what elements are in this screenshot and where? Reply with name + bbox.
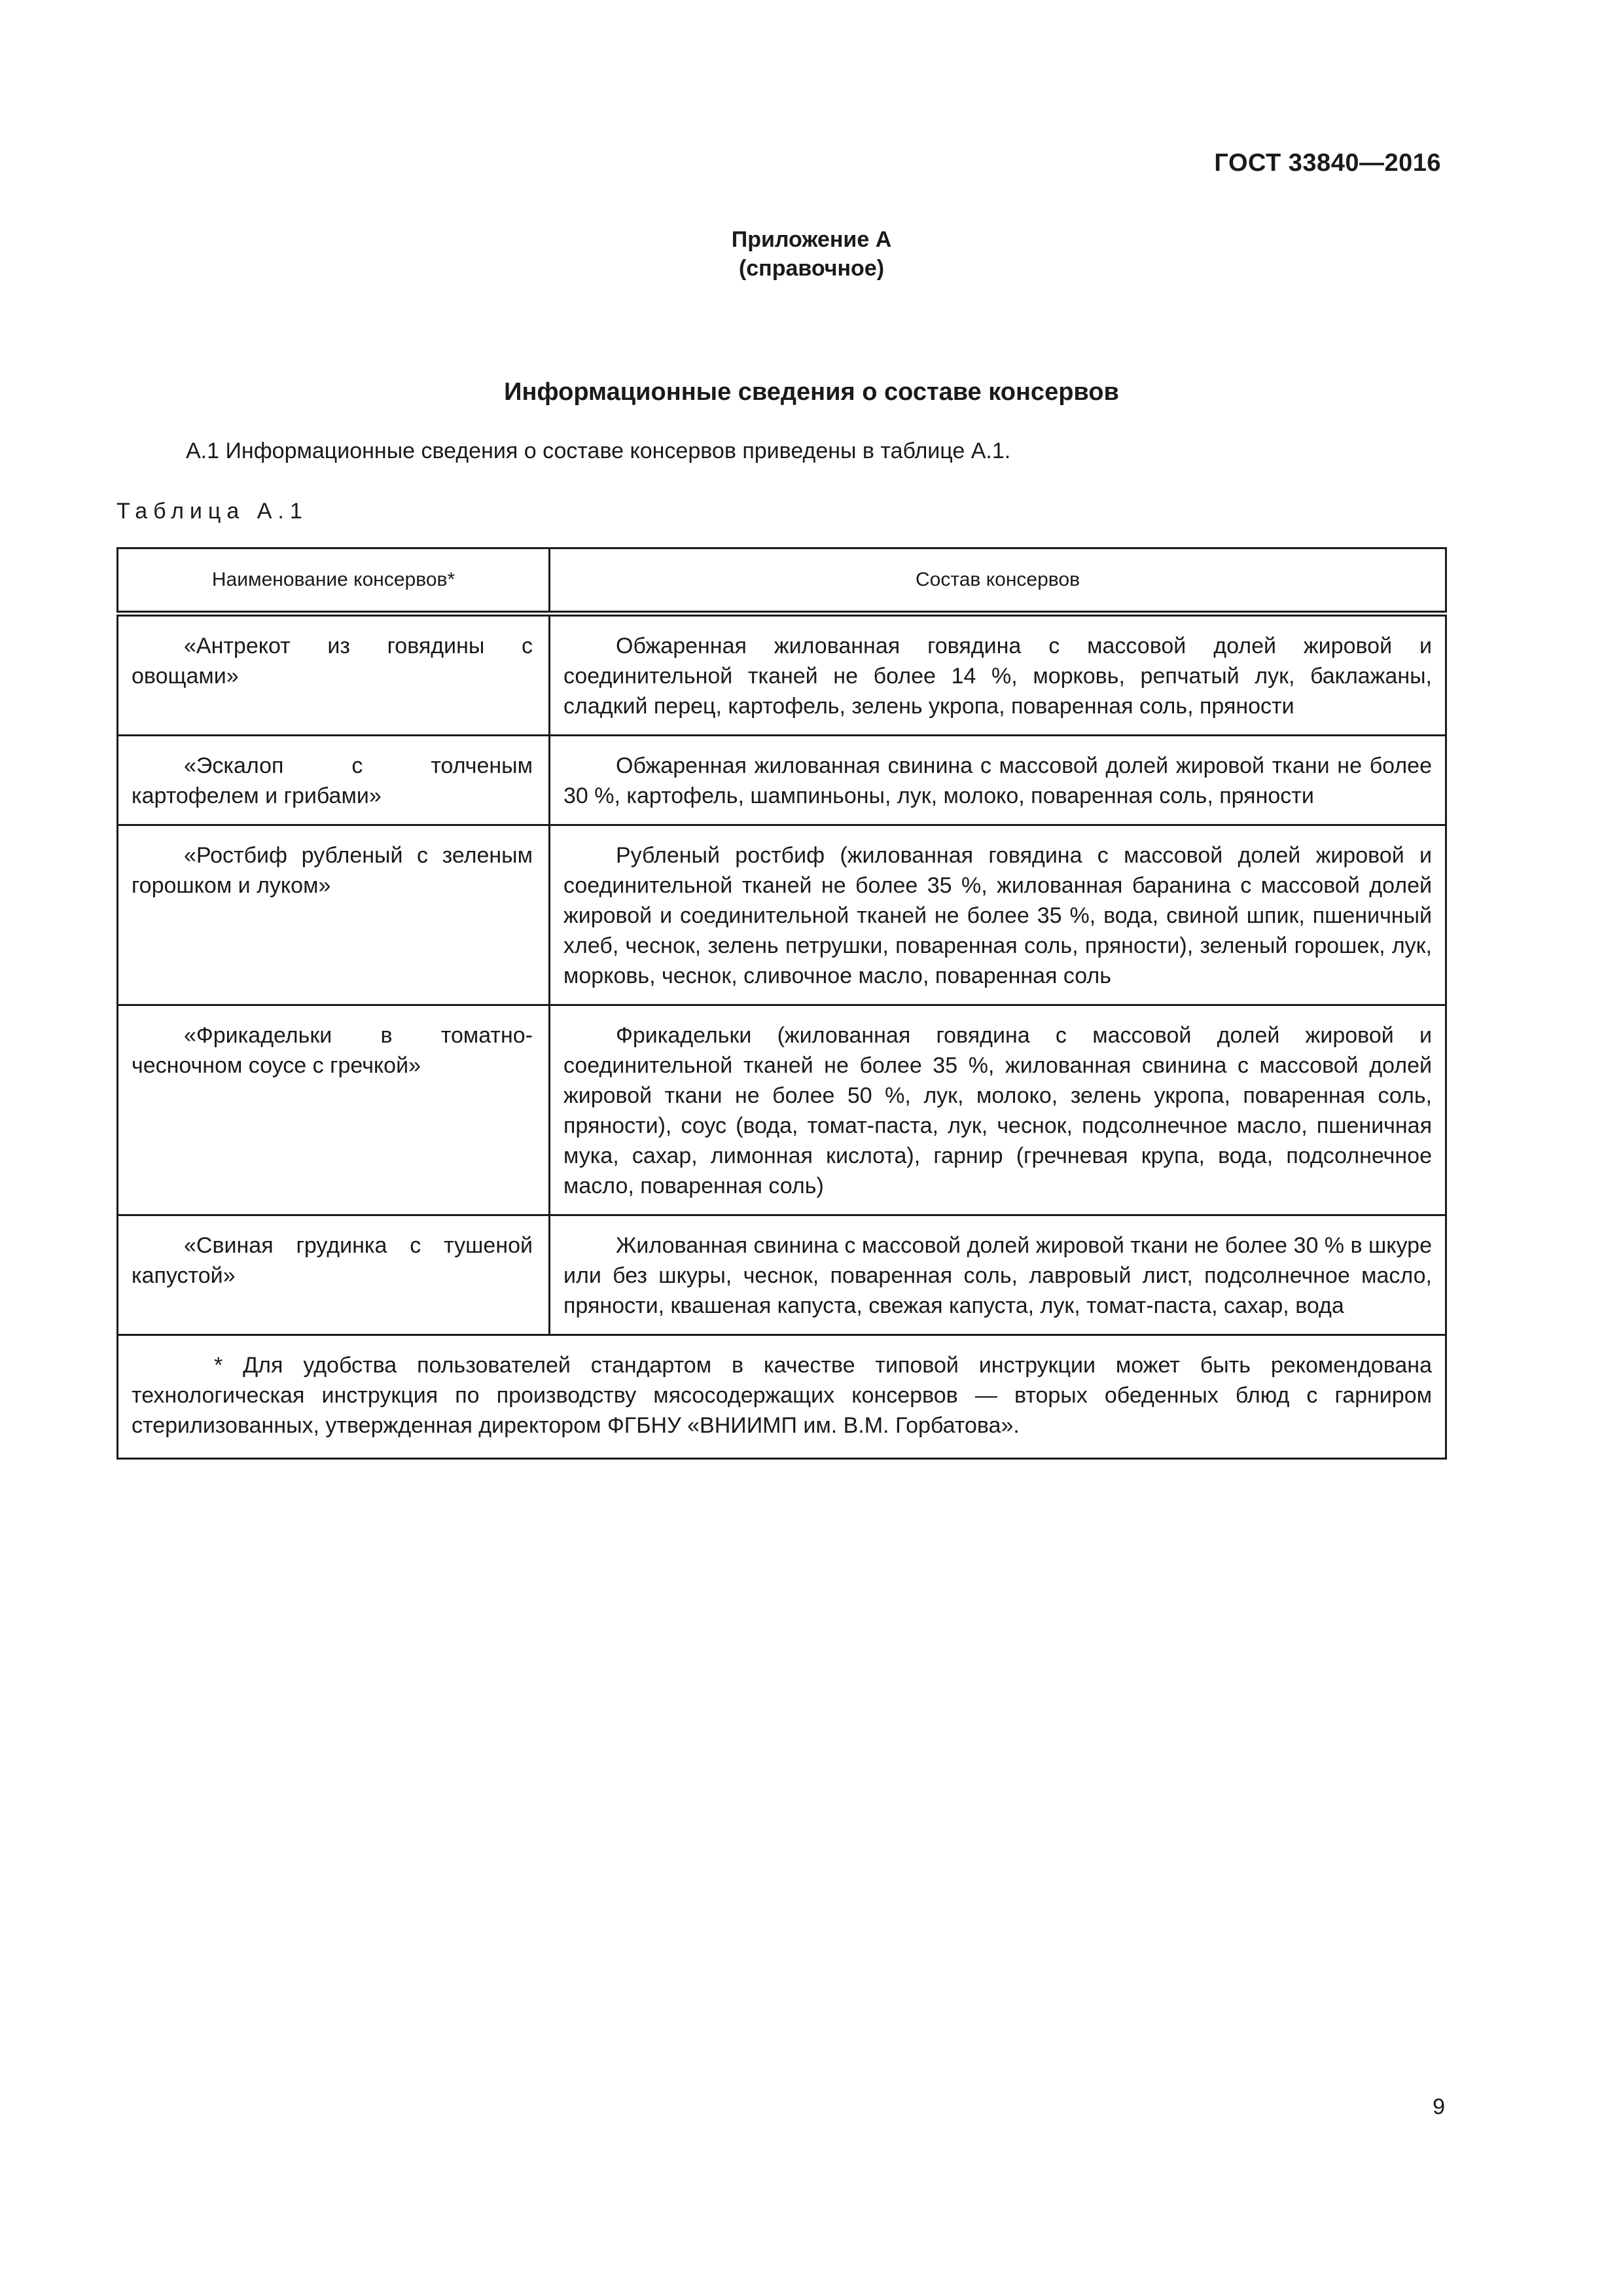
composition-text: Фрикадельки (жилованная говядина с массовой долей жировой и соединительной тканей не более 35 %, жилованная свинина с массовой долей жировой ткани не более 50 %, лук, молоко, зелень укропа, поваренная соль, пряности), соус (вода, томат-паста, лук, чеснок, подсолнечное масло, пшеничная мука, сахар, лимонная кислота), гарнир (гречневая крупа, вода, подсолнечное масло, поваренная соль) — [563, 1023, 1432, 1198]
table-header-row — [118, 548, 1446, 614]
product-name: «Свиная грудинка с тушеной капустой» — [132, 1233, 533, 1288]
product-name-cell — [118, 614, 550, 736]
composition-cell — [550, 1215, 1446, 1335]
composition-cell — [550, 825, 1446, 1005]
product-name: «Фрикадельки в томатно-чесночном соусе с гречкой» — [132, 1023, 533, 1078]
table-row — [118, 614, 1446, 736]
table-row — [118, 825, 1446, 1005]
composition-text: Обжаренная жилованная свинина с массовой долей жировой ткани не более 30 %, картофель, шампиньоны, лук, молоко, поваренная соль, пряности — [563, 753, 1432, 808]
product-name: «Антрекот из говядины с овощами» — [132, 634, 533, 689]
product-name-cell — [118, 1215, 550, 1335]
table-row — [118, 736, 1446, 825]
composition-cell — [550, 1005, 1446, 1215]
column-header-composition: Состав консервов — [550, 548, 1446, 614]
appendix-header — [0, 225, 1623, 283]
footnote-text: * Для удобства пользователей стандартом в качестве типовой инструкции может быть рекомендована технологическая инструкция по производству мясосодержащих консервов — вторых обеденных блюд с гарниром стерилизованных, утвержденная директором ФГБНУ «ВНИИМП им. В.М. Горбатова». — [132, 1353, 1432, 1438]
table-footnote — [118, 1335, 1446, 1459]
table-caption: Таблица А.1 — [116, 499, 308, 524]
composition-cell — [550, 614, 1446, 736]
table-row — [118, 1005, 1446, 1215]
intro-paragraph: А.1 Информационные сведения о составе консервов приведены в таблице А.1. — [186, 439, 1011, 463]
standard-code: ГОСТ 33840—2016 — [1214, 149, 1441, 177]
composition-text: Жилованная свинина с массовой долей жировой ткани не более 30 % в шкуре или без шкуры, чеснок, поваренная соль, лавровый лист, подсолнечное масло, пряности, квашеная капуста, свежая капуста, лук, томат-паста, сахар, вода — [563, 1233, 1432, 1318]
composition-table — [116, 547, 1447, 1460]
product-name: «Ростбиф рубленый с зеленым горошком и луком» — [132, 843, 533, 898]
appendix-title: Приложение А — [731, 227, 892, 252]
column-header-name: Наименование консервов* — [118, 548, 550, 614]
product-name: «Эскалоп с толченым картофелем и грибами» — [132, 753, 533, 808]
table-footnote-row — [118, 1335, 1446, 1459]
appendix-kind: (справочное) — [738, 256, 885, 281]
section-heading: Информационные сведения о составе консервов — [504, 378, 1119, 406]
composition-text: Обжаренная жилованная говядина с массовой долей жировой и соединительной тканей не более 14 %, морковь, репчатый лук, баклажаны, сладкий перец, картофель, зелень укропа, поваренная соль, пряности — [563, 634, 1432, 719]
table-row — [118, 1215, 1446, 1335]
product-name-cell — [118, 1005, 550, 1215]
product-name-cell — [118, 736, 550, 825]
product-name-cell — [118, 825, 550, 1005]
composition-text: Рубленый ростбиф (жилованная говядина с массовой долей жировой и соединительной тканей не более 35 %, жилованная баранина с массовой долей жировой и соединительной тканей не более 35 %, вода, свиной шпик, пшеничный хлеб, чеснок, зелень петрушки, поваренная соль, пряности), зеленый горошек, лук, морковь, чеснок, сливочное масло, поваренная соль — [563, 843, 1432, 988]
composition-cell — [550, 736, 1446, 825]
page-number: 9 — [1433, 2094, 1445, 2119]
